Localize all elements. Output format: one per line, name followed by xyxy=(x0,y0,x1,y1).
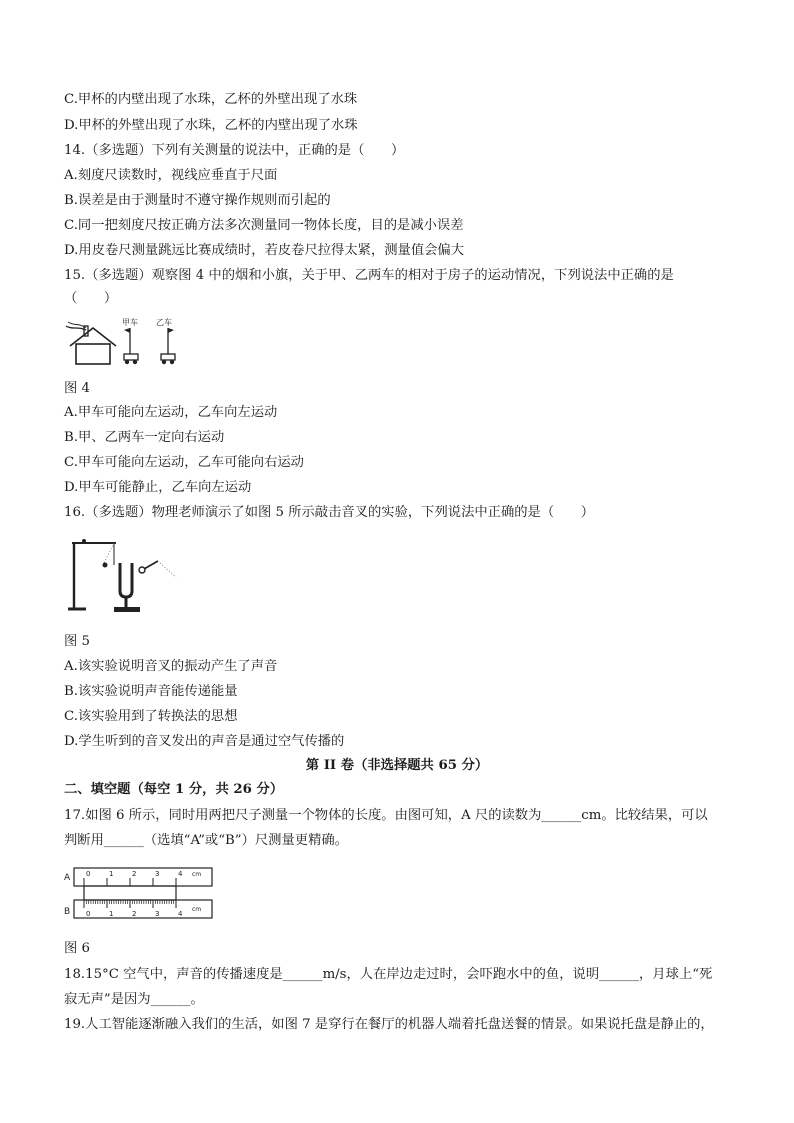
hammer-icon xyxy=(144,561,158,569)
q13-option-c: C.甲杯的内壁出现了水珠，乙杯的外壁出现了水珠 xyxy=(64,92,358,107)
q15-option-a: A.甲车可能向左运动，乙车向左运动 xyxy=(64,405,278,420)
figure-4-caption: 图 4 xyxy=(64,381,90,396)
figure-6 xyxy=(64,864,216,930)
ruler-b-label: B xyxy=(64,907,71,917)
q17-line-2: 判断用______（选填“A”或“B”）尺测量更精确。 xyxy=(64,833,348,848)
ruler-tick-label: 3 xyxy=(155,910,160,918)
q13-option-d: D.甲杯的外壁出现了水珠，乙杯的内壁出现了水珠 xyxy=(64,118,358,133)
q16-stem: 16.（多选题）物理老师演示了如图 5 所示敲击音叉的实验，下列说法中正确的是（ ） xyxy=(64,505,595,520)
q14-option-b: B.误差是由于测量时不遵守操作规则而引起的 xyxy=(64,193,331,208)
q16-option-a: A.该实验说明音叉的振动产生了声音 xyxy=(64,659,278,674)
ruler-tick-label: 1 xyxy=(109,870,114,878)
section-2-title: 二、填空题（每空 1 分，共 26 分） xyxy=(64,782,284,797)
figure-5 xyxy=(64,535,188,619)
q15-option-d: D.甲车可能静止，乙车向左运动 xyxy=(64,480,252,495)
car-b-label: 乙车 xyxy=(156,318,172,327)
figure-6-drawing xyxy=(64,864,216,926)
q18-line-2: 寂无声”是因为______。 xyxy=(64,992,204,1007)
figure-5-drawing xyxy=(64,535,188,615)
q15-option-b: B.甲、乙两车一定向右运动 xyxy=(64,430,225,445)
house-icon xyxy=(76,344,110,364)
q14-option-d: D.用皮卷尺测量跳远比赛成绩时，若皮卷尺拉得太紧，测量值会偏大 xyxy=(64,243,465,258)
ruler-unit: cm xyxy=(192,871,202,878)
q14-option-a: A.刻度尺读数时，视线应垂直于尺面 xyxy=(64,168,278,183)
q15-option-c: C.甲车可能向左运动，乙车可能向右运动 xyxy=(64,455,304,470)
q17-line-1: 17.如图 6 所示，同时用两把尺子测量一个物体的长度。由图可知，A 尺的读数为______cm。比较结果，可以 xyxy=(64,808,708,823)
flag-icon xyxy=(168,328,174,333)
ruler-tick-label: 4 xyxy=(178,910,183,918)
figure-4-drawing xyxy=(64,316,184,368)
ball-icon xyxy=(103,563,108,568)
car-b-icon xyxy=(161,354,175,360)
measured-object xyxy=(84,886,176,900)
flag-icon xyxy=(124,328,130,333)
q18-line-1: 18.15°C 空气中，声音的传播速度是______m/s，人在岸边走过时，会吓跑水中的鱼，说明______，月球上“死 xyxy=(64,967,713,982)
ruler-tick-label: 3 xyxy=(155,870,160,878)
part-2-title: 第 II 卷（非选择题共 65 分） xyxy=(305,758,489,773)
q16-option-b: B.该实验说明声音能传递能量 xyxy=(64,684,238,699)
figure-4 xyxy=(64,316,184,372)
ruler-a-label: A xyxy=(64,873,71,883)
car-a-label: 甲车 xyxy=(122,318,138,327)
q14-stem: 14.（多选题）下列有关测量的说法中，正确的是（ ） xyxy=(64,143,405,158)
ruler-tick-label: 2 xyxy=(132,870,137,878)
q16-option-c: C.该实验用到了转换法的思想 xyxy=(64,709,238,724)
figure-6-caption: 图 6 xyxy=(64,941,90,956)
ruler-tick-label: 2 xyxy=(132,910,137,918)
ruler-tick-label: 4 xyxy=(178,870,183,878)
q15-stem-blank: （ ） xyxy=(64,291,118,306)
ruler-tick-label: 0 xyxy=(86,910,91,918)
tuning-fork-icon xyxy=(120,563,132,597)
ruler-tick-label: 1 xyxy=(109,910,114,918)
figure-5-caption: 图 5 xyxy=(64,634,90,649)
q14-option-c: C.同一把刻度尺按正确方法多次测量同一物体长度，目的是减小误差 xyxy=(64,218,464,233)
q16-option-d: D.学生听到的音叉发出的声音是通过空气传播的 xyxy=(64,734,345,749)
q15-stem: 15.（多选题）观察图 4 中的烟和小旗，关于甲、乙两车的相对于房子的运动情况，下列说法中正确的是 xyxy=(64,268,674,283)
car-a-icon xyxy=(124,354,138,360)
ruler-tick-label: 0 xyxy=(86,870,91,878)
q19-line-1: 19.人工智能逐渐融入我们的生活，如图 7 是穿行在餐厅的机器人端着托盘送餐的情景。如果说托盘是静止的， xyxy=(64,1017,714,1032)
ruler-unit: cm xyxy=(192,906,202,913)
